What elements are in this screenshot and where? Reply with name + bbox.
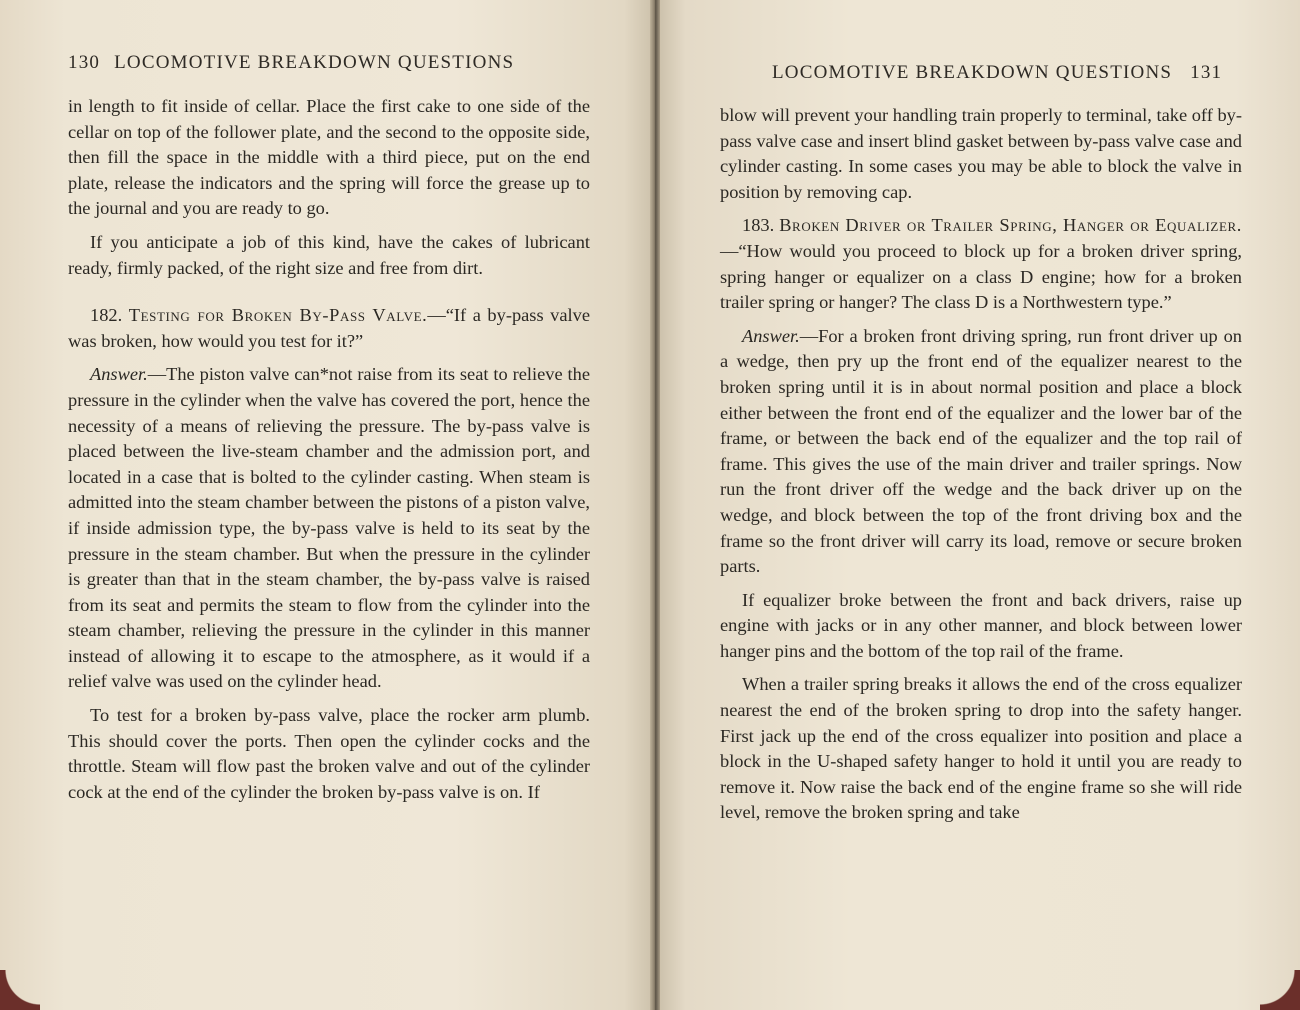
answer-183 xyxy=(720,324,1242,580)
left-running-title: LOCOMOTIVE BREAKDOWN QUESTIONS xyxy=(114,52,515,73)
paragraph: To test for a broken by-pass valve, place the rocker arm plumb. This should cover the ports. Then open the cylinder cocks and the throttle. Steam will flow past the broken valve and out of the cylinder cock at the end of the cylinder the broken by-pass valve is on. If xyxy=(68,705,590,802)
question-heading: Testing for Broken By-Pass Valve. xyxy=(128,305,428,326)
paragraph: blow will prevent your handling train properly to terminal, take off by-pass valve case and insert blind gasket between by-pass valve case and cylinder casting. In some cases you may be able to block the valve in position by removing cap. xyxy=(720,105,1242,202)
left-page-number: 130 xyxy=(68,52,101,73)
paragraph: If you anticipate a job of this kind, have the cakes of lubricant ready, firmly packed, of the right size and free from dirt. xyxy=(68,231,590,278)
paragraph: If equalizer broke between the front and back drivers, raise up engine with jacks or in any other manner, and block between lower hanger pins and the bottom of the top rail of the frame. xyxy=(720,589,1242,661)
question-number: 182. xyxy=(90,305,123,326)
cover-corner xyxy=(1260,970,1300,1010)
right-page xyxy=(660,0,1300,1010)
answer-182 xyxy=(68,362,590,695)
question-183 xyxy=(720,213,1242,315)
right-body-text xyxy=(720,103,1242,834)
right-running-head xyxy=(772,62,1222,84)
paragraph: in length to fit inside of cellar. Place the first cake to one side of the cellar on top of the follower plate, and the second to the opposite side, then fill the space in the middle with a third piece, put on the end plate, release the indicators and the spring will force the grease up to the journal and you are ready to go. xyxy=(68,96,590,219)
book-gutter xyxy=(650,0,660,1010)
paragraph: When a trailer spring breaks it allows the end of the cross equalizer nearest the end of the broken spring to drop into the safety hanger. First jack up the end of the cross equalizer into position and place a block in the U-shaped safety hanger to hold it until you are ready to remove it. Now raise the back end of the engine frame so she will ride level, remove the broken spring and take xyxy=(720,674,1242,823)
answer-label: Answer. xyxy=(742,325,800,346)
question-text: —“How would you proceed to block up for a broken driver spring, spring hanger or equalizer on a class D engine; how for a broken trailer spring or hanger? The class D is a Northwestern type.” xyxy=(720,240,1242,313)
right-page-number: 131 xyxy=(1190,62,1223,83)
left-body-text xyxy=(68,94,590,813)
answer-text: —For a broken front driving spring, run front driver up on a wedge, then pry up the front end of the equalizer nearest to the broken spring until it is in about normal position and place a block either between the front end of the equalizer and the lower bar of the frame, or between the back end of the equalizer and the top rail of frame. This gives the use of the main driver and trailer springs. Now run the front driver off the wedge and the back driver up on the wedge, and block between the top of the front driving box and the frame so the front driver will carry its load, remove or secure broken parts. xyxy=(720,325,1242,577)
question-text: —“If a by-pass valve was broken, how would you test for it?” xyxy=(68,305,590,351)
answer-label: Answer. xyxy=(90,364,148,385)
question-heading: Broken Driver or Trailer Spring, Hanger or Equalizer. xyxy=(779,215,1242,236)
left-running-head xyxy=(68,52,514,74)
right-running-title: LOCOMOTIVE BREAKDOWN QUESTIONS xyxy=(772,62,1173,83)
answer-text: —The piston valve can*not raise from its seat to relieve the pressure in the cylinder when the valve has covered the port, hence the necessity of a means of relieving the pressure. The by-pass valve is placed between the live-steam chamber and the admission port, and located in a case that is bolted to the cylinder casting. When steam is admitted into the steam chamber between the pistons of a piston valve, if inside admission type, the by-pass valve is held to its seat by the pressure in the steam chamber. But when the pressure in the cylinder is greater than that in the steam chamber, the by-pass valve is raised from its seat and permits the steam to flow from the cylinder into the steam chamber, relieving the pressure in the cylinder in this manner instead of allowing it to escape to the atmosphere, as it would if a relief valve was used on the cylinder head. xyxy=(68,364,590,692)
question-number: 183. xyxy=(742,215,775,236)
question-182 xyxy=(68,303,590,354)
cover-corner xyxy=(0,970,40,1010)
